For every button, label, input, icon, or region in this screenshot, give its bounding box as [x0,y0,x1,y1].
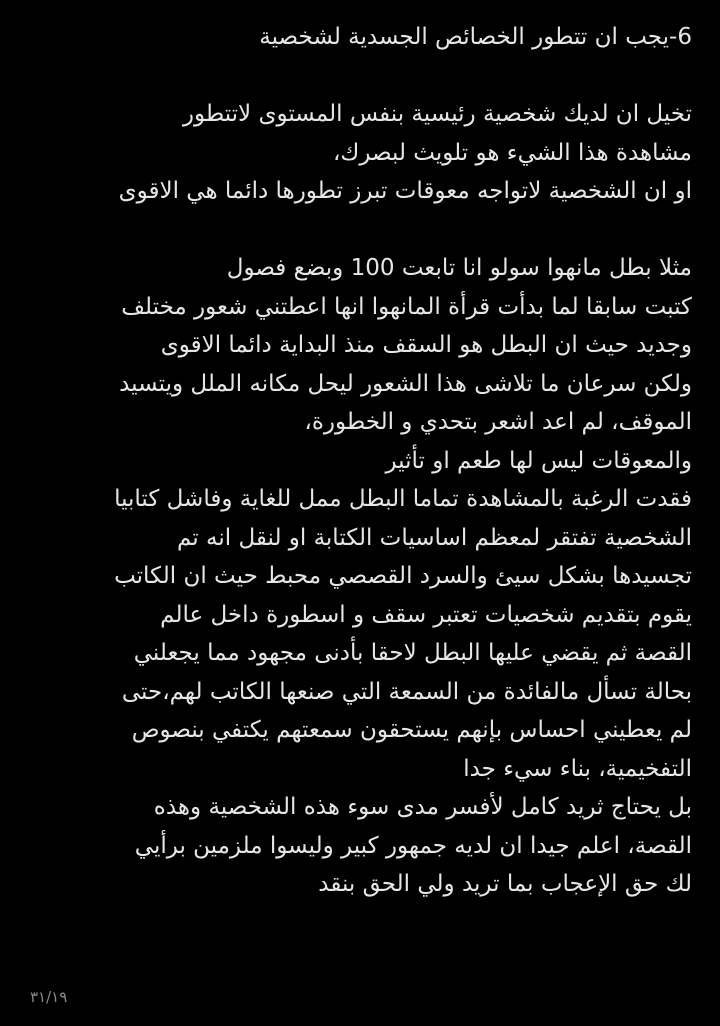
text-line: يقوم بتقديم شخصيات تعتبر سقف و اسطورة داخل عالم [160,601,692,628]
text-line: او ان الشخصية لاتواجه معوقات تبرز تطورها دائما هي الاقوى [118,178,692,204]
text-line: فقدت الرغبة بالمشاهدة تماما البطل ممل للغاية وفاشل كتابيا [114,486,692,512]
text-line: الموقف، لم اعد اشعر بتحدي و الخطورة، [304,409,692,435]
text-line: التفخيمية، بناء سيء جدا [463,755,692,782]
text-line: مشاهدة هذا الشيء هو تلويث لبصرك، [332,139,692,166]
text-line: الشخصية تفتقر لمعظم اساسيات الكتابة او لنقل انه تم [177,524,692,551]
text-line: مثلا بطل مانهوا سولو انا تابعت 100 وبضع فصول [226,255,692,281]
text-line: لك حق الإعجاب بما تريد ولي الحق بنقد [318,871,692,897]
text-line: ولكن سرعان ما تلاشى هذا الشعور ليحل مكانه الملل ويتسيد [119,370,692,397]
blank-line [30,57,692,96]
page-counter: ٣١/١٩ [30,988,68,1006]
text-line: تخيل ان لديك شخصية رئيسية بنفس المستوى لاتتطور [182,101,692,127]
text-line: كتبت سابقا لما بدأت قرأة المانهوا انها اعطتني شعور مختلف [121,293,692,320]
text-line: وجديد حيث ان البطل هو السقف منذ البداية دائما الاقوى [160,332,692,358]
text-line: تجسيدها بشكل سيئ والسرد القصصي محبط حيث ان الكاتب [114,563,692,589]
text-line: بل يحتاج ثريد كامل لأفسر مدى سوء هذه الشخصية وهذه [153,794,692,820]
heading-line: 6-يجب ان تتطور الخصائص الجسدية لشخصية [259,24,692,50]
blank-line [30,211,692,250]
text-line: القصة، اعلم جيدا ان لديه جمهور كبير وليسوا ملزمين برأيي [134,832,692,859]
text-line: والمعوقات ليس لها طعم او تأثير [385,447,692,474]
text-line: القصة ثم يقضي عليها البطل لاحقا بأدنى مجهود مما يجعلني [133,640,692,666]
article-text [30,18,692,904]
text-line: بحالة تسأل مالفائدة من السمعة التي صنعها الكاتب لهم،حتى [121,678,692,705]
text-line: لم يعطيني احساس بإنهم يستحقون سمعتهم يكتفي بنصوص [131,717,692,743]
